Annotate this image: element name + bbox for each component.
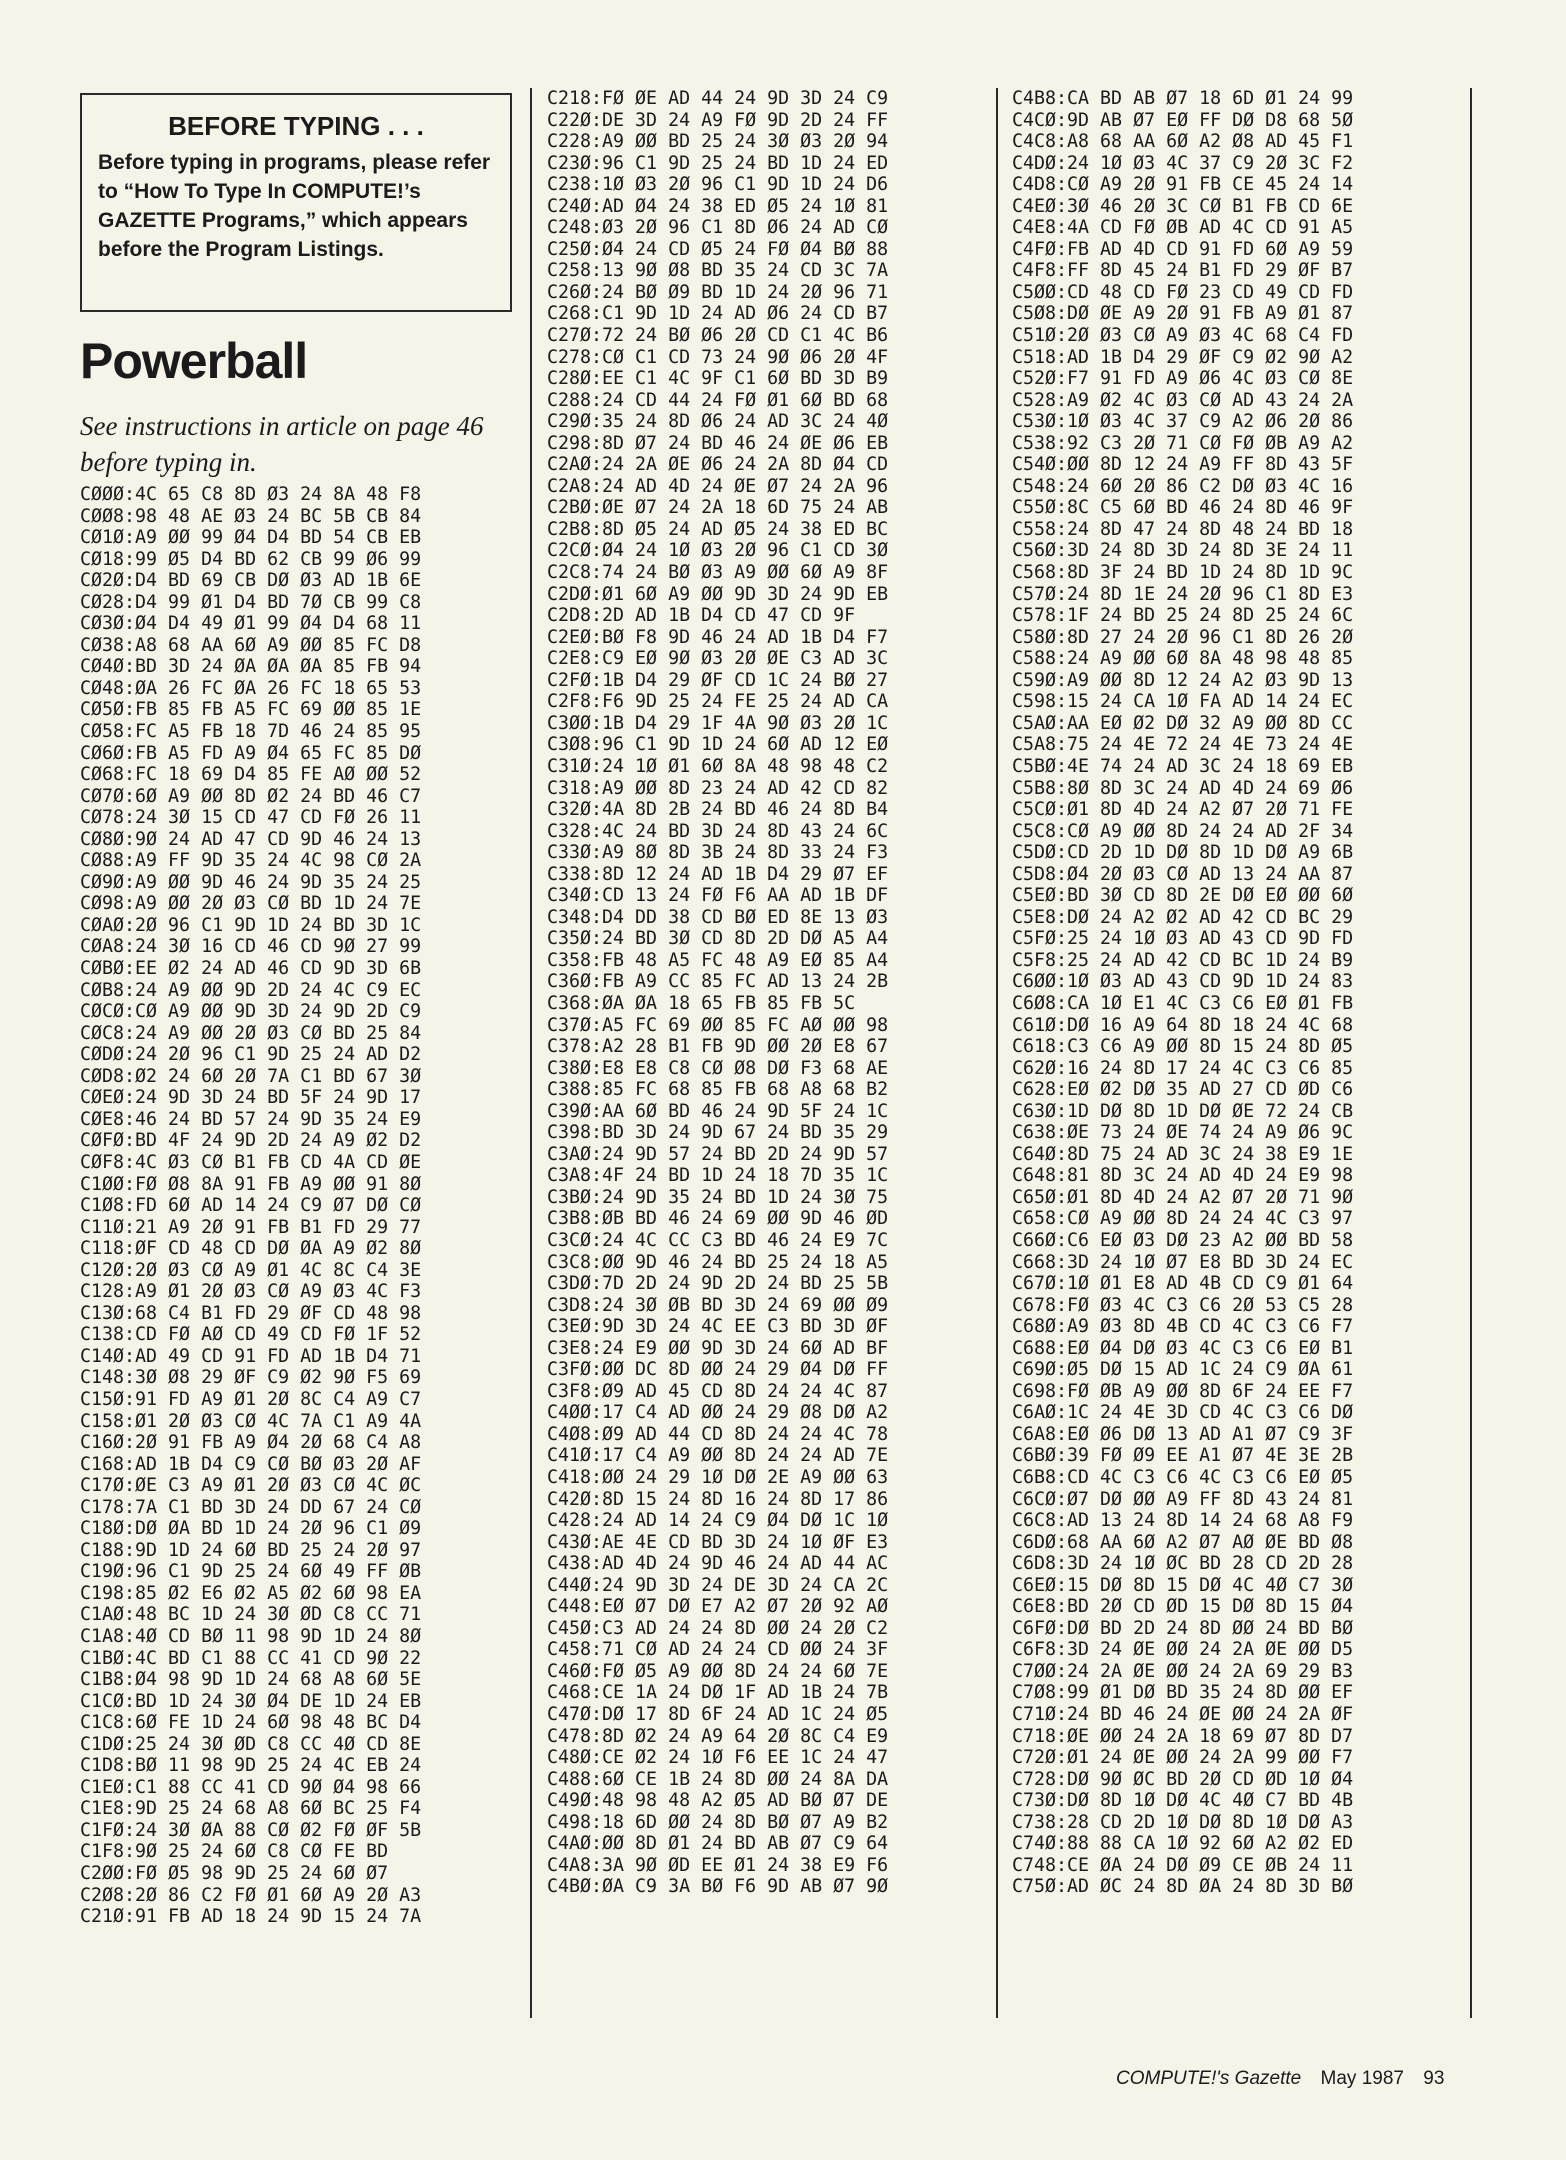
listing-line: C378:A2 28 B1 FB 9D ØØ 2Ø E8 67	[547, 1036, 889, 1058]
listing-line: CØD8:Ø2 24 6Ø 2Ø 7A C1 BD 67 3Ø	[80, 1065, 422, 1087]
article-instructions: See instructions in article on page 46 before typing in.	[80, 411, 484, 477]
listing-line: C4CØ:9D AB Ø7 EØ FF DØ D8 68 5Ø	[1012, 109, 1354, 131]
listing-line: C1FØ:24 3Ø ØA 88 CØ Ø2 FØ ØF 5B	[80, 1819, 422, 1841]
listing-line: C538:92 C3 2Ø 71 CØ FØ ØB A9 A2	[1012, 432, 1354, 454]
listing-line: C28Ø:EE C1 4C 9F C1 6Ø BD 3D B9	[547, 368, 889, 390]
column-divider	[996, 88, 998, 2018]
listing-line: C418:ØØ 24 29 1Ø DØ 2E A9 ØØ 63	[547, 1467, 889, 1488]
listing-line: C2A8:24 AD 4D 24 ØE Ø7 24 2A 96	[547, 475, 889, 497]
listing-line: C69Ø:Ø5 DØ 15 AD 1C 24 C9 ØA 61	[1012, 1359, 1354, 1381]
listing-line: C2F8:F6 9D 25 24 FE 25 24 AD CA	[547, 691, 889, 713]
listing-line: CØ18:99 Ø5 D4 BD 62 CB 99 Ø6 99	[80, 548, 422, 570]
listing-line: C158:Ø1 2Ø Ø3 CØ 4C 7A C1 A9 4A	[80, 1410, 422, 1432]
listing-line: C4FØ:FB AD 4D CD 91 FD 6Ø A9 59	[1012, 238, 1354, 260]
listing-line: C1D8:BØ 11 98 9D 25 24 4C EB 24	[80, 1755, 422, 1777]
listing-line: C6A8:EØ Ø6 DØ 13 AD A1 Ø7 C9 3F	[1012, 1423, 1354, 1445]
listing-line: C5B8:8Ø 8D 3C 24 AD 4D 24 69 Ø6	[1012, 777, 1354, 799]
listing-line: CØ9Ø:A9 ØØ 9D 46 24 9D 35 24 25	[80, 871, 422, 893]
listing-line: C52Ø:F7 91 FD A9 Ø6 4C Ø3 CØ 8E	[1012, 368, 1354, 390]
listing-line: C718:ØE ØØ 24 2A 18 69 Ø7 8D D7	[1012, 1725, 1354, 1747]
listing-line: C4AØ:ØØ 8D Ø1 24 BD AB Ø7 C9 64	[547, 1833, 889, 1855]
listing-line: C58Ø:8D 27 24 2Ø 96 C1 8D 26 2Ø	[1012, 626, 1354, 648]
listing-line: C25Ø:Ø4 24 CD Ø5 24 FØ Ø4 BØ 88	[547, 238, 889, 260]
listing-line: C398:BD 3D 24 9D 67 24 BD 35 29	[547, 1122, 889, 1144]
before-typing-body: Before typing in programs, please refer to “How To Type In COMPUTE!’s GAZETTE Programs,” which appears before the Program Listings.	[98, 151, 491, 261]
listing-line: CØ48:ØA 26 FC ØA 26 FC 18 65 53	[80, 677, 422, 699]
listing-line: C658:CØ A9 ØØ 8D 24 24 4C C3 97	[1012, 1208, 1354, 1230]
listing-line: C57Ø:24 8D 1E 24 2Ø 96 C1 8D E3	[1012, 583, 1354, 605]
listing-line: C72Ø:Ø1 24 ØE ØØ 24 2A 99 ØØ F7	[1012, 1747, 1354, 1769]
listing-line: C16Ø:2Ø 91 FB A9 Ø4 2Ø 68 C4 A8	[80, 1432, 422, 1454]
listing-line: C59Ø:A9 ØØ 8D 12 24 A2 Ø3 9D 13	[1012, 669, 1354, 691]
listing-line: C2C8:74 24 BØ Ø3 A9 ØØ 6Ø A9 8F	[547, 562, 889, 584]
listing-line: CØ58:FC A5 FB 18 7D 46 24 85 95	[80, 721, 422, 743]
listing-line: CØ28:D4 99 Ø1 D4 BD 7Ø CB 99 C8	[80, 591, 422, 613]
listing-line: C6DØ:68 AA 6Ø A2 Ø7 AØ ØE BD Ø8	[1012, 1531, 1354, 1553]
listing-line: C448:EØ Ø7 DØ E7 A2 Ø7 2Ø 92 AØ	[547, 1596, 889, 1618]
listing-line: C22Ø:DE 3D 24 A9 FØ 9D 2D 24 FF	[547, 109, 889, 131]
listing-line: C238:1Ø Ø3 2Ø 96 C1 9D 1D 24 D6	[547, 174, 889, 196]
listing-line: C18Ø:DØ ØA BD 1D 24 2Ø 96 C1 Ø9	[80, 1518, 422, 1540]
listing-column-3	[1012, 88, 1353, 1898]
listing-line: C578:1F 24 BD 25 24 8D 25 24 6C	[1012, 605, 1354, 627]
listing-line: CØCØ:CØ A9 ØØ 9D 3D 24 9D 2D C9	[80, 1001, 422, 1023]
listing-line: C43Ø:AE 4E CD BD 3D 24 1Ø ØF E3	[547, 1531, 889, 1553]
listing-line: C14Ø:AD 49 CD 91 FD AD 1B D4 71	[80, 1345, 422, 1367]
listing-line: C3F8:Ø9 AD 45 CD 8D 24 24 4C 87	[547, 1380, 889, 1402]
listing-line: C62Ø:16 24 8D 17 24 4C C3 C6 85	[1012, 1057, 1354, 1079]
listing-line: C36Ø:FB A9 CC 85 FC AD 13 24 2B	[547, 971, 889, 993]
listing-line: C2CØ:Ø4 24 1Ø Ø3 2Ø 96 C1 CD 3Ø	[547, 540, 889, 562]
listing-line: C5EØ:BD 3Ø CD 8D 2E DØ EØ ØØ 6Ø	[1012, 885, 1354, 907]
listing-line: C75Ø:AD ØC 24 8D ØA 24 8D 3D BØ	[1012, 1876, 1354, 1898]
listing-line: CØ1Ø:A9 ØØ 99 Ø4 D4 BD 54 CB EB	[80, 527, 422, 549]
listing-line: C5F8:25 24 AD 42 CD BC 1D 24 B9	[1012, 949, 1354, 971]
listing-line: C6AØ:1C 24 4E 3D CD 4C C3 C6 DØ	[1012, 1402, 1354, 1424]
listing-line: C3DØ:7D 2D 24 9D 2D 24 BD 25 5B	[547, 1273, 889, 1295]
listing-line: C2ØØ:FØ Ø5 98 9D 25 24 6Ø Ø7	[80, 1863, 389, 1884]
listing-line: C15Ø:91 FD A9 Ø1 2Ø 8C C4 A9 C7	[80, 1388, 422, 1410]
listing-line: C128:A9 Ø1 2Ø Ø3 CØ A9 Ø3 4C F3	[80, 1281, 422, 1303]
listing-line: C51Ø:2Ø Ø3 CØ A9 Ø3 4C 68 C4 FD	[1012, 325, 1354, 347]
listing-line: C5AØ:AA EØ Ø2 DØ 32 A9 ØØ 8D CC	[1012, 712, 1354, 734]
listing-line: C6C8:AD 13 24 8D 14 24 68 A8 F9	[1012, 1510, 1354, 1532]
listing-line: C2B8:8D Ø5 24 AD Ø5 24 38 ED BC	[547, 518, 889, 540]
listing-line: C198:85 Ø2 E6 Ø2 A5 Ø2 6Ø 98 EA	[80, 1582, 422, 1604]
listing-line: C288:24 CD 44 24 FØ Ø1 6Ø BD 68	[547, 389, 889, 411]
listing-line: C738:28 CD 2D 1Ø DØ 8D 1Ø DØ A3	[1012, 1811, 1354, 1833]
listing-line: C618:C3 C6 A9 ØØ 8D 15 24 8D Ø5	[1012, 1036, 1354, 1058]
listing-line: C5A8:75 24 4E 72 24 4E 73 24 4E	[1012, 734, 1354, 756]
listing-line: CØ78:24 3Ø 15 CD 47 CD FØ 26 11	[80, 807, 422, 829]
listing-line: C26Ø:24 BØ Ø9 BD 1D 24 2Ø 96 71	[547, 281, 889, 303]
listing-line: C3ØØ:1B D4 29 1F 4A 9Ø Ø3 2Ø 1C	[547, 712, 889, 734]
listing-line: C748:CE ØA 24 DØ Ø9 CE ØB 24 11	[1012, 1854, 1354, 1876]
listing-line: CØ8Ø:9Ø 24 AD 47 CD 9D 46 24 13	[80, 828, 422, 850]
listing-column-1	[80, 484, 421, 1928]
listing-line: C248:Ø3 2Ø 96 C1 8D Ø6 24 AD CØ	[547, 217, 889, 239]
listing-line: C1CØ:BD 1D 24 3Ø Ø4 DE 1D 24 EB	[80, 1690, 422, 1712]
listing-line: CØ7Ø:6Ø A9 ØØ 8D Ø2 24 BD 46 C7	[80, 785, 422, 807]
listing-line: C2EØ:BØ F8 9D 46 24 AD 1B D4 F7	[547, 626, 889, 648]
listing-line: CØFØ:BD 4F 24 9D 2D 24 A9 Ø2 D2	[80, 1130, 422, 1152]
listing-line: C5Ø8:DØ ØE A9 2Ø 91 FB A9 Ø1 87	[1012, 303, 1354, 325]
listing-line: CØF8:4C Ø3 CØ B1 FB CD 4A CD ØE	[80, 1151, 422, 1173]
listing-line: C1C8:6Ø FE 1D 24 6Ø 98 48 BC D4	[80, 1712, 422, 1734]
listing-line: C67Ø:1Ø Ø1 E8 AD 4B CD C9 Ø1 64	[1012, 1273, 1354, 1295]
listing-line: C4Ø8:Ø9 AD 44 CD 8D 24 24 4C 78	[547, 1423, 889, 1445]
listing-line: C11Ø:21 A9 2Ø 91 FB B1 FD 29 77	[80, 1216, 422, 1238]
listing-line: C4E8:4A CD FØ ØB AD 4C CD 91 A5	[1012, 217, 1354, 239]
listing-line: C5DØ:CD 2D 1D DØ 8D 1D DØ A9 6B	[1012, 842, 1354, 864]
listing-line: C32Ø:4A 8D 2B 24 BD 46 24 8D B4	[547, 799, 889, 821]
listing-line: C668:3D 24 1Ø Ø7 E8 BD 3D 24 EC	[1012, 1251, 1354, 1273]
listing-line: C488:6Ø CE 1B 24 8D ØØ 24 8A DA	[547, 1768, 889, 1790]
listing-line: C358:FB 48 A5 FC 48 A9 EØ 85 A4	[547, 949, 889, 971]
listing-line: C56Ø:3D 24 8D 3D 24 8D 3E 24 11	[1012, 540, 1354, 562]
listing-line: CØØØ:4C 65 C8 8D Ø3 24 8A 48 F8	[80, 484, 422, 505]
listing-line: C38Ø:E8 E8 C8 CØ Ø8 DØ F3 68 AE	[547, 1057, 889, 1079]
listing-line: C388:85 FC 68 85 FB 68 A8 68 B2	[547, 1079, 889, 1101]
listing-line: C3E8:24 E9 ØØ 9D 3D 24 6Ø AD BF	[547, 1337, 889, 1359]
listing-line: C2BØ:ØE Ø7 24 2A 18 6D 75 24 AB	[547, 497, 889, 519]
listing-line: C4F8:FF 8D 45 24 B1 FD 29 ØF B7	[1012, 260, 1354, 282]
listing-line: CØ98:A9 ØØ 2Ø Ø3 CØ BD 1D 24 7E	[80, 893, 422, 915]
listing-line: C5C8:CØ A9 ØØ 8D 24 24 AD 2F 34	[1012, 820, 1354, 842]
listing-line: C4D8:CØ A9 2Ø 91 FB CE 45 24 14	[1012, 174, 1354, 196]
listing-line: C3BØ:24 9D 35 24 BD 1D 24 3Ø 75	[547, 1186, 889, 1208]
listing-line: C1EØ:C1 88 CC 41 CD 9Ø Ø4 98 66	[80, 1776, 422, 1798]
listing-line: C3B8:ØB BD 46 24 69 ØØ 9D 46 ØD	[547, 1208, 889, 1230]
listing-line: C2FØ:1B D4 29 ØF CD 1C 24 BØ 27	[547, 669, 889, 691]
listing-line: C6D8:3D 24 1Ø ØC BD 28 CD 2D 28	[1012, 1553, 1354, 1575]
listing-line: CØ3Ø:Ø4 D4 49 Ø1 99 Ø4 D4 68 11	[80, 613, 422, 635]
listing-line: C37Ø:A5 FC 69 ØØ 85 FC AØ ØØ 98	[547, 1014, 889, 1036]
listing-line: C3A8:4F 24 BD 1D 24 18 7D 35 1C	[547, 1165, 889, 1187]
listing-line: C278:CØ C1 CD 73 24 9Ø Ø6 2Ø 4F	[547, 346, 889, 368]
listing-line: C35Ø:24 BD 3Ø CD 8D 2D DØ A5 A4	[547, 928, 889, 950]
listing-line: C6F8:3D 24 ØE ØØ 24 2A ØE ØØ D5	[1012, 1639, 1354, 1661]
column-divider	[530, 88, 532, 2018]
listing-line: C368:ØA ØA 18 65 FB 85 FB 5C	[547, 992, 856, 1014]
article-title: Powerball	[80, 333, 308, 389]
listing-line: C3C8:ØØ 9D 46 24 BD 25 24 18 A5	[547, 1251, 889, 1273]
footer-magazine: COMPUTE!'s Gazette	[1116, 2068, 1302, 2089]
listing-line: C218:FØ ØE AD 44 24 9D 3D 24 C9	[547, 88, 889, 109]
listing-line: C68Ø:A9 Ø3 8D 4B CD 4C C3 C6 F7	[1012, 1316, 1354, 1338]
listing-line: C41Ø:17 C4 A9 ØØ 8D 24 24 AD 7E	[547, 1445, 889, 1467]
listing-line: C178:7A C1 BD 3D 24 DD 67 24 CØ	[80, 1496, 422, 1518]
listing-line: CØDØ:24 2Ø 96 C1 9D 25 24 AD D2	[80, 1044, 422, 1066]
listing-line: C5CØ:Ø1 8D 4D 24 A2 Ø7 2Ø 71 FE	[1012, 799, 1354, 821]
listing-line: C3FØ:ØØ DC 8D ØØ 24 29 Ø4 DØ FF	[547, 1359, 889, 1381]
listing-line: C1DØ:25 24 3Ø ØD C8 CC 4Ø CD 8E	[80, 1733, 422, 1755]
listing-line: C49Ø:48 98 48 A2 Ø5 AD BØ Ø7 DE	[547, 1790, 889, 1812]
listing-line: CØ4Ø:BD 3D 24 ØA ØA ØA 85 FB 94	[80, 656, 422, 678]
listing-line: C1F8:9Ø 25 24 6Ø C8 CØ FE BD	[80, 1841, 389, 1863]
listing-line: C588:24 A9 ØØ 6Ø 8A 48 98 48 85	[1012, 648, 1354, 670]
listing-line: C6EØ:15 DØ 8D 15 DØ 4C 4Ø C7 3Ø	[1012, 1574, 1354, 1596]
listing-line: C478:8D Ø2 24 A9 64 2Ø 8C C4 E9	[547, 1725, 889, 1747]
listing-line: C528:A9 Ø2 4C Ø3 CØ AD 43 24 2A	[1012, 389, 1354, 411]
listing-column-2	[547, 88, 888, 1898]
listing-line: C548:24 6Ø 2Ø 86 C2 DØ Ø3 4C 16	[1012, 475, 1354, 497]
listing-line: C4C8:A8 68 AA 6Ø A2 Ø8 AD 45 F1	[1012, 131, 1354, 153]
listing-line: C698:FØ ØB A9 ØØ 8D 6F 24 EE F7	[1012, 1380, 1354, 1402]
listing-line: CØC8:24 A9 ØØ 2Ø Ø3 CØ BD 25 84	[80, 1022, 422, 1044]
listing-line: C168:AD 1B D4 C9 CØ BØ Ø3 2Ø AF	[80, 1453, 422, 1475]
listing-line: C428:24 AD 14 24 C9 Ø4 DØ 1C 1Ø	[547, 1510, 889, 1532]
listing-line: C29Ø:35 24 8D Ø6 24 AD 3C 24 4Ø	[547, 411, 889, 433]
listing-line: C2DØ:Ø1 6Ø A9 ØØ 9D 3D 24 9D EB	[547, 583, 889, 605]
listing-line: C648:81 8D 3C 24 AD 4D 24 E9 98	[1012, 1165, 1354, 1187]
listing-line: C4DØ:24 1Ø Ø3 4C 37 C9 2Ø 3C F2	[1012, 152, 1354, 174]
listing-line: CØEØ:24 9D 3D 24 BD 5F 24 9D 17	[80, 1087, 422, 1109]
listing-line: C1AØ:48 BC 1D 24 3Ø ØD C8 CC 71	[80, 1604, 422, 1626]
listing-line: CØB8:24 A9 ØØ 9D 2D 24 4C C9 EC	[80, 979, 422, 1001]
listing-line: C2E8:C9 EØ 9Ø Ø3 2Ø ØE C3 AD 3C	[547, 648, 889, 670]
listing-line: C6E8:BD 2Ø CD ØD 15 DØ 8D 15 Ø4	[1012, 1596, 1354, 1618]
listing-line: C64Ø:8D 75 24 AD 3C 24 38 E9 1E	[1012, 1143, 1354, 1165]
listing-line: C638:ØE 73 24 ØE 74 24 A9 Ø6 9C	[1012, 1122, 1354, 1144]
listing-line: C728:DØ 9Ø ØC BD 2Ø CD ØD 1Ø Ø4	[1012, 1768, 1354, 1790]
listing-line: C558:24 8D 47 24 8D 48 24 BD 18	[1012, 518, 1354, 540]
listing-line: C268:C1 9D 1D 24 AD Ø6 24 CD B7	[547, 303, 889, 325]
listing-line: C7Ø8:99 Ø1 DØ BD 35 24 8D ØØ EF	[1012, 1682, 1354, 1704]
listing-line: C6BØ:39 FØ Ø9 EE A1 Ø7 4E 3E 2B	[1012, 1445, 1354, 1467]
listing-line: C518:AD 1B D4 29 ØF C9 Ø2 9Ø A2	[1012, 346, 1354, 368]
listing-line: C598:15 24 CA 1Ø FA AD 14 24 EC	[1012, 691, 1354, 713]
listing-line: C6ØØ:1Ø Ø3 AD 43 CD 9D 1D 24 83	[1012, 971, 1354, 993]
listing-line: C74Ø:88 88 CA 1Ø 92 6Ø A2 Ø2 ED	[1012, 1833, 1354, 1855]
listing-line: C2D8:2D AD 1B D4 CD 47 CD 9F	[547, 605, 856, 627]
listing-line: C688:EØ Ø4 DØ Ø3 4C C3 C6 EØ B1	[1012, 1337, 1354, 1359]
listing-line: C6CØ:Ø7 DØ ØØ A9 FF 8D 43 24 81	[1012, 1488, 1354, 1510]
listing-line: CØ5Ø:FB 85 FB A5 FC 69 ØØ 85 1E	[80, 699, 422, 721]
listing-line: C6B8:CD 4C C3 C6 4C C3 C6 EØ Ø5	[1012, 1467, 1354, 1488]
listing-line: CØ38:A8 68 AA 6Ø A9 ØØ 85 FC D8	[80, 634, 422, 656]
listing-line: C3Ø8:96 C1 9D 1D 24 6Ø AD 12 EØ	[547, 734, 889, 756]
listing-line: C318:A9 ØØ 8D 23 24 AD 42 CD 82	[547, 777, 889, 799]
listing-line: C65Ø:Ø1 8D 4D 24 A2 Ø7 2Ø 71 9Ø	[1012, 1186, 1354, 1208]
listing-line: C5E8:DØ 24 A2 Ø2 AD 42 CD BC 29	[1012, 906, 1354, 928]
listing-line: C55Ø:8C C5 6Ø BD 46 24 8D 46 9F	[1012, 497, 1354, 519]
listing-line: C17Ø:ØE C3 A9 Ø1 2Ø Ø3 CØ 4C ØC	[80, 1475, 422, 1497]
listing-line: C678:FØ Ø3 4C C3 C6 2Ø 53 C5 28	[1012, 1294, 1354, 1316]
listing-line: C3CØ:24 4C CC C3 BD 46 24 E9 7C	[547, 1229, 889, 1251]
listing-line: C13Ø:68 C4 B1 FD 29 ØF CD 48 98	[80, 1302, 422, 1324]
listing-line: C498:18 6D ØØ 24 8D BØ Ø7 A9 B2	[547, 1811, 889, 1833]
listing-line: CØ6Ø:FB A5 FD A9 Ø4 65 FC 85 DØ	[80, 742, 422, 764]
listing-line: C5BØ:4E 74 24 AD 3C 24 18 69 EB	[1012, 755, 1354, 777]
listing-line: CØE8:46 24 BD 57 24 9D 35 24 E9	[80, 1108, 422, 1130]
listing-line: C53Ø:1Ø Ø3 4C 37 C9 A2 Ø6 2Ø 86	[1012, 411, 1354, 433]
listing-line: C48Ø:CE Ø2 24 1Ø F6 EE 1C 24 47	[547, 1747, 889, 1769]
listing-line: C6FØ:DØ BD 2D 24 8D ØØ 24 BD BØ	[1012, 1617, 1354, 1639]
listing-line: C1ØØ:FØ Ø8 8A 91 FB A9 ØØ 91 8Ø	[80, 1173, 422, 1195]
listing-line: C458:71 CØ AD 24 24 CD ØØ 24 3F	[547, 1639, 889, 1661]
listing-line: C7ØØ:24 2A ØE ØØ 24 2A 69 29 B3	[1012, 1660, 1354, 1682]
listing-line: C6Ø8:CA 1Ø E1 4C C3 C6 EØ Ø1 FB	[1012, 992, 1354, 1014]
listing-line: CØ2Ø:D4 BD 69 CB DØ Ø3 AD 1B 6E	[80, 570, 422, 592]
listing-line: C47Ø:DØ 17 8D 6F 24 AD 1C 24 Ø5	[547, 1704, 889, 1726]
listing-line: C1BØ:4C BD C1 88 CC 41 CD 9Ø 22	[80, 1647, 422, 1669]
listing-line: C46Ø:FØ Ø5 A9 ØØ 8D 24 24 6Ø 7E	[547, 1660, 889, 1682]
listing-line: C31Ø:24 1Ø Ø1 6Ø 8A 48 98 48 C2	[547, 755, 889, 777]
listing-line: C73Ø:DØ 8D 1Ø DØ 4C 4Ø C7 BD 4B	[1012, 1790, 1354, 1812]
listing-line: C23Ø:96 C1 9D 25 24 BD 1D 24 ED	[547, 152, 889, 174]
listing-line: C33Ø:A9 8Ø 8D 3B 24 8D 33 24 F3	[547, 842, 889, 864]
listing-line: C4B8:CA BD AB Ø7 18 6D Ø1 24 99	[1012, 88, 1354, 109]
listing-line: C2Ø8:2Ø 86 C2 FØ Ø1 6Ø A9 2Ø A3	[80, 1884, 422, 1906]
listing-line: C3D8:24 3Ø ØB BD 3D 24 69 ØØ Ø9	[547, 1294, 889, 1316]
listing-line: C298:8D Ø7 24 BD 46 24 ØE Ø6 EB	[547, 432, 889, 454]
listing-line: CØAØ:2Ø 96 C1 9D 1D 24 BD 3D 1C	[80, 914, 422, 936]
listing-line: C5D8:Ø4 2Ø Ø3 CØ AD 13 24 AA 87	[1012, 863, 1354, 885]
listing-line: C138:CD FØ AØ CD 49 CD FØ 1F 52	[80, 1324, 422, 1346]
listing-line: C348:D4 DD 38 CD BØ ED 8E 13 Ø3	[547, 906, 889, 928]
listing-line: C148:3Ø Ø8 29 ØF C9 Ø2 9Ø F5 69	[80, 1367, 422, 1389]
listing-line: C1E8:9D 25 24 68 A8 6Ø BC 25 F4	[80, 1798, 422, 1820]
listing-line: CØA8:24 3Ø 16 CD 46 CD 9Ø 27 99	[80, 936, 422, 958]
listing-line: C71Ø:24 BD 46 24 ØE ØØ 24 2A ØF	[1012, 1704, 1354, 1726]
before-typing-title: BEFORE TYPING . . .	[168, 111, 424, 141]
listing-line: C228:A9 ØØ BD 25 24 3Ø Ø3 2Ø 94	[547, 131, 889, 153]
listing-line: C4A8:3A 9Ø ØD EE Ø1 24 38 E9 F6	[547, 1854, 889, 1876]
before-typing-box	[80, 93, 512, 312]
listing-line: C438:AD 4D 24 9D 46 24 AD 44 AC	[547, 1553, 889, 1575]
listing-line: C66Ø:C6 EØ Ø3 DØ 23 A2 ØØ BD 58	[1012, 1229, 1354, 1251]
listing-line: C42Ø:8D 15 24 8D 16 24 8D 17 86	[547, 1488, 889, 1510]
column-divider	[1470, 88, 1472, 2018]
listing-line: C338:8D 12 24 AD 1B D4 29 Ø7 EF	[547, 863, 889, 885]
footer-date: May 1987	[1320, 2068, 1404, 2089]
listing-line: C188:9D 1D 24 6Ø BD 25 24 2Ø 97	[80, 1539, 422, 1561]
listing-line: C468:CE 1A 24 DØ 1F AD 1B 24 7B	[547, 1682, 889, 1704]
listing-line: C45Ø:C3 AD 24 24 8D ØØ 24 2Ø C2	[547, 1617, 889, 1639]
listing-line: C27Ø:72 24 BØ Ø6 2Ø CD C1 4C B6	[547, 325, 889, 347]
listing-line: C44Ø:24 9D 3D 24 DE 3D 24 CA 2C	[547, 1574, 889, 1596]
listing-line: C4BØ:ØA C9 3A BØ F6 9D AB Ø7 9Ø	[547, 1876, 889, 1898]
listing-line: C258:13 9Ø Ø8 BD 35 24 CD 3C 7A	[547, 260, 889, 282]
listing-line: C34Ø:CD 13 24 FØ F6 AA AD 1B DF	[547, 885, 889, 907]
listing-line: C328:4C 24 BD 3D 24 8D 43 24 6C	[547, 820, 889, 842]
listing-line: C4ØØ:17 C4 AD ØØ 24 29 Ø8 DØ A2	[547, 1402, 889, 1424]
listing-line: C4EØ:3Ø 46 2Ø 3C CØ B1 FB CD 6E	[1012, 195, 1354, 217]
listing-line: C24Ø:AD Ø4 24 38 ED Ø5 24 1Ø 81	[547, 195, 889, 217]
listing-line: C3EØ:9D 3D 24 4C EE C3 BD 3D ØF	[547, 1316, 889, 1338]
listing-line: C568:8D 3F 24 BD 1D 24 8D 1D 9C	[1012, 562, 1354, 584]
listing-line: C3AØ:24 9D 57 24 BD 2D 24 9D 57	[547, 1143, 889, 1165]
listing-line: CØ68:FC 18 69 D4 85 FE AØ ØØ 52	[80, 764, 422, 786]
listing-line: CØBØ:EE Ø2 24 AD 46 CD 9D 3D 6B	[80, 958, 422, 980]
listing-line: C1A8:4Ø CD BØ 11 98 9D 1D 24 8Ø	[80, 1625, 422, 1647]
footer-page-number: 93	[1423, 2068, 1445, 2089]
listing-line: C2AØ:24 2A ØE Ø6 24 2A 8D Ø4 CD	[547, 454, 889, 476]
listing-line: C54Ø:ØØ 8D 12 24 A9 FF 8D 43 5F	[1012, 454, 1354, 476]
listing-line: C628:EØ Ø2 DØ 35 AD 27 CD ØD C6	[1012, 1079, 1354, 1101]
listing-line: C118:ØF CD 48 CD DØ ØA A9 Ø2 8Ø	[80, 1238, 422, 1260]
listing-line: C39Ø:AA 6Ø BD 46 24 9D 5F 24 1C	[547, 1100, 889, 1122]
listing-line: C61Ø:DØ 16 A9 64 8D 18 24 4C 68	[1012, 1014, 1354, 1036]
listing-line: C63Ø:1D DØ 8D 1D DØ ØE 72 24 CB	[1012, 1100, 1354, 1122]
listing-line: C19Ø:96 C1 9D 25 24 6Ø 49 FF ØB	[80, 1561, 422, 1583]
listing-line: C5FØ:25 24 1Ø Ø3 AD 43 CD 9D FD	[1012, 928, 1354, 950]
listing-line: C12Ø:2Ø Ø3 CØ A9 Ø1 4C 8C C4 3E	[80, 1259, 422, 1281]
listing-line: C1B8:Ø4 98 9D 1D 24 68 A8 6Ø 5E	[80, 1669, 422, 1691]
listing-line: C1Ø8:FD 6Ø AD 14 24 C9 Ø7 DØ CØ	[80, 1195, 422, 1217]
listing-line: CØØ8:98 48 AE Ø3 24 BC 5B CB 84	[80, 505, 422, 527]
listing-line: C5ØØ:CD 48 CD FØ 23 CD 49 CD FD	[1012, 281, 1354, 303]
listing-line: C21Ø:91 FB AD 18 24 9D 15 24 7A	[80, 1906, 422, 1928]
page-footer	[1116, 2068, 1444, 2090]
listing-line: CØ88:A9 FF 9D 35 24 4C 98 CØ 2A	[80, 850, 422, 872]
